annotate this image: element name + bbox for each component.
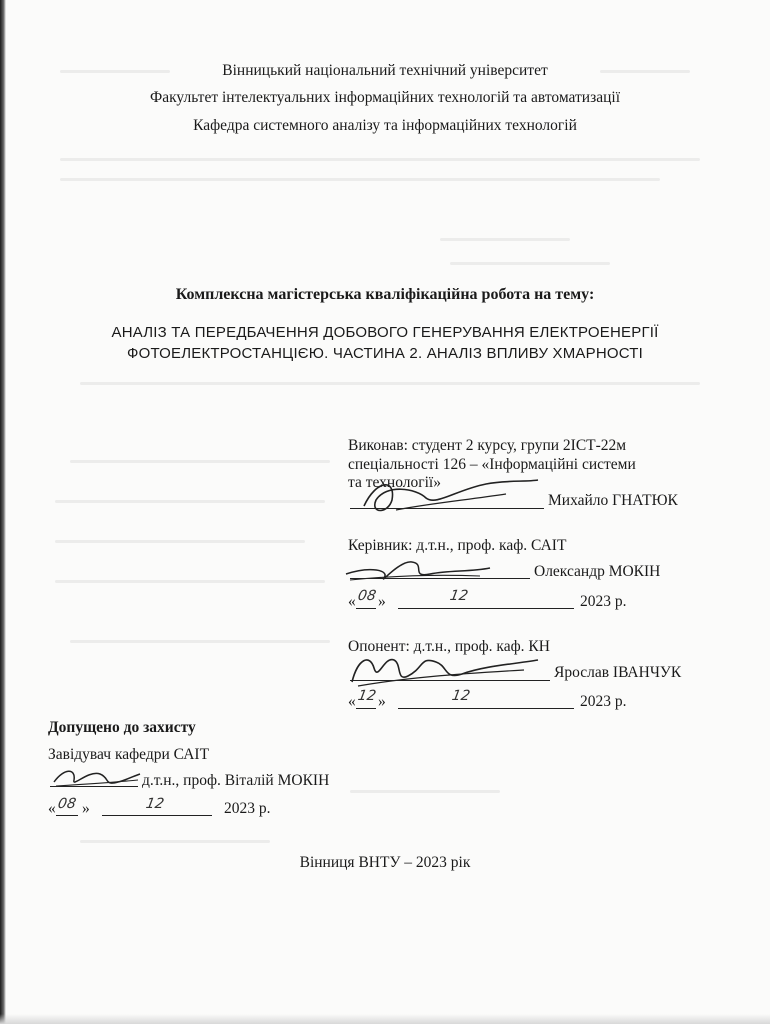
bleed-mark: [60, 178, 660, 181]
bleed-mark: [440, 238, 570, 241]
university-name: Вінницький національний технічний університет: [222, 62, 548, 79]
date-line: [356, 608, 376, 609]
performer-name: Михайло ГНАТЮК: [548, 492, 678, 509]
date-line: [102, 815, 212, 816]
department-head-name: д.т.н., проф. Віталій МОКІН: [142, 772, 330, 789]
opponent-label: Опонент: д.т.н., проф. каф. КН: [348, 638, 550, 655]
bleed-mark: [55, 500, 325, 503]
supervisor-signature: [340, 550, 500, 586]
bleed-mark: [80, 840, 270, 843]
supervisor-date-open: «: [348, 593, 356, 610]
opponent-date-open: «: [348, 693, 356, 710]
opponent-name: Ярослав ІВАНЧУК: [554, 664, 682, 681]
bleed-mark: [70, 640, 330, 643]
bleed-mark: [450, 262, 610, 265]
admission-heading: Допущено до захисту: [48, 719, 196, 736]
work-title-heading: Комплексна магістерська кваліфікаційна робота на тему:: [175, 286, 595, 303]
place-and-year: Вінниця ВНТУ – 2023 рік: [299, 854, 471, 871]
admission-date-open: «: [48, 800, 56, 817]
date-line: [398, 708, 574, 709]
performer-line-1: Виконав: студент 2 курсу, групи 2ІСТ-22м: [348, 437, 627, 454]
admission-date-day: 08: [56, 796, 78, 812]
bleed-mark: [55, 580, 325, 583]
bleed-mark: [55, 540, 305, 543]
performer-signature: [356, 470, 546, 520]
opponent-date-day: 12: [356, 688, 378, 704]
supervisor-label: Керівник: д.т.н., проф. каф. САІТ: [348, 537, 567, 554]
department-name: Кафедра системного аналізу та інформаційних технологій: [193, 117, 577, 134]
supervisor-name: Олександр МОКІН: [534, 563, 661, 580]
bleed-mark: [350, 790, 500, 793]
scan-bottom-edge: [0, 1014, 770, 1024]
supervisor-date-month: 12: [448, 588, 470, 604]
date-line: [356, 708, 376, 709]
date-line: [56, 815, 78, 816]
topic-line-2: ФОТОЕЛЕКТРОСТАНЦІЄЮ. ЧАСТИНА 2. АНАЛІЗ ВПЛИВУ ХМАРНОСТІ: [126, 345, 644, 362]
opponent-date-close: »: [378, 693, 386, 710]
supervisor-date-year: 2023 р.: [580, 593, 627, 610]
performer-line-3: та технології»: [348, 474, 441, 491]
supervisor-date-close: »: [378, 593, 386, 610]
department-head-label: Завідувач кафедри САІТ: [48, 746, 210, 763]
opponent-date-year: 2023 р.: [580, 693, 627, 710]
admission-date-close: »: [82, 800, 90, 817]
bleed-mark: [60, 158, 700, 161]
faculty-name: Факультет інтелектуальних інформаційних технологій та автоматизації: [149, 89, 621, 106]
performer-line-2: спеціальності 126 – «Інформаційні системи: [348, 456, 636, 473]
bleed-mark: [80, 382, 700, 385]
admission-date-year: 2023 р.: [224, 800, 271, 817]
opponent-date-month: 12: [450, 688, 472, 704]
bleed-mark: [70, 460, 330, 463]
department-head-signature: [48, 762, 144, 792]
opponent-signature: [344, 648, 544, 692]
topic-line-1: АНАЛІЗ ТА ПЕРЕДБАЧЕННЯ ДОБОВОГО ГЕНЕРУВАННЯ ЕЛЕКТРОЕНЕРГІЇ: [111, 324, 659, 341]
date-line: [398, 608, 574, 609]
admission-date-month: 12: [144, 796, 166, 812]
supervisor-date-day: 08: [356, 588, 378, 604]
